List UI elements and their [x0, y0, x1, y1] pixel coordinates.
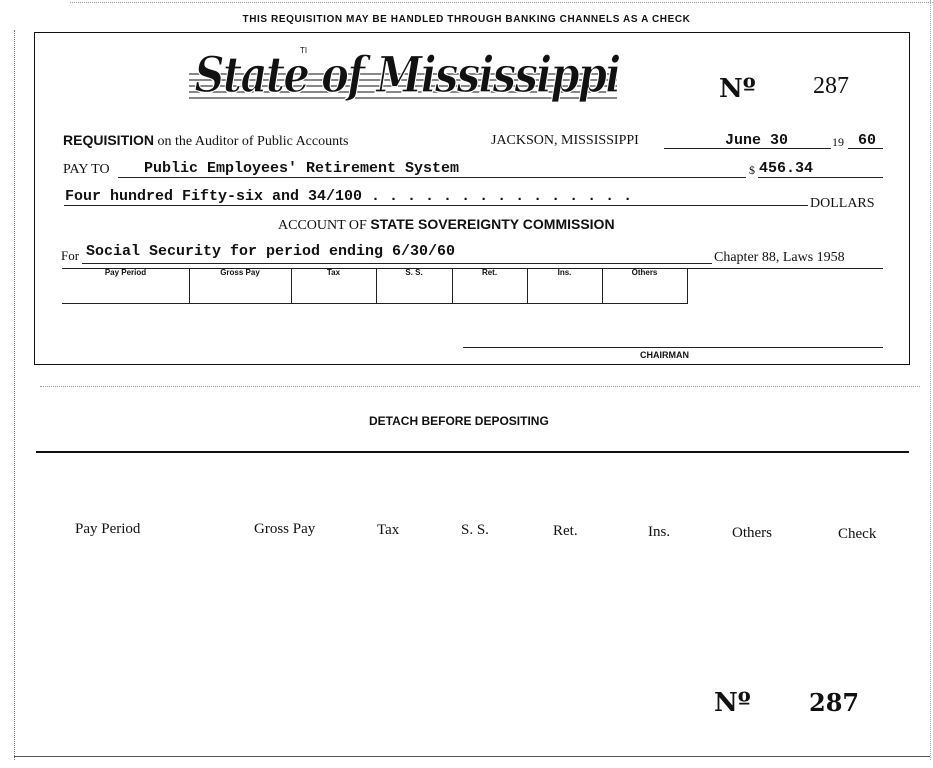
requisition-subtitle: on the Auditor of Public Accounts: [157, 134, 349, 149]
amount-in-words: Four hundred Fifty-six and 34/100 . . . . . . . . . . . . . . .: [65, 188, 633, 205]
banking-notice: THIS REQUISITION MAY BE HANDLED THROUGH BANKING CHANNELS AS A CHECK: [242, 14, 691, 25]
bottom-edge: [14, 756, 930, 757]
account-name: STATE SOVEREIGNTY COMMISSION: [370, 216, 615, 232]
for-label: For: [61, 248, 80, 263]
logo-text: State of Mississippi: [194, 45, 620, 104]
logo-mark: TI: [300, 46, 308, 55]
year-typed: 60: [858, 132, 877, 149]
grid-header-tax: Tax: [326, 268, 341, 277]
stub-header-others: Others: [732, 525, 772, 541]
grid-header-others: Others: [631, 268, 658, 277]
grid-divider: [687, 268, 688, 304]
number-label: Nº: [719, 74, 756, 104]
date-typed: June 30: [725, 132, 789, 149]
amount-line: [758, 177, 883, 178]
amount-words-line: [64, 205, 808, 206]
grid-header-pay-period: Pay Period: [104, 268, 147, 277]
distribution-grid: [62, 268, 688, 304]
stub-header-ret: Ret.: [553, 523, 578, 539]
stub-header-pay-period: Pay Period: [75, 521, 141, 537]
grid-header-ss: S. S.: [405, 268, 423, 277]
dollar-sign: $: [749, 163, 755, 177]
stub-header-ss: S. S.: [461, 522, 489, 538]
requisition-number: 287: [813, 73, 849, 99]
stub-header-ins: Ins.: [648, 524, 671, 540]
chapter-label: Chapter 88, Laws 1958: [714, 250, 845, 265]
purpose-line: [82, 263, 712, 264]
city-label: JACKSON, MISSISSIPPI: [491, 133, 639, 148]
stub-header-tax: Tax: [377, 522, 400, 538]
requisition-label: REQUISITION: [63, 132, 155, 148]
account-prefix: ACCOUNT OF: [278, 218, 367, 233]
account-line: [278, 216, 615, 234]
purpose-typed: Social Security for period ending 6/30/60: [86, 243, 456, 260]
detach-perforation: [40, 386, 920, 387]
logo-wordmark-svg: [185, 40, 630, 104]
grid-header-ins: Ins.: [557, 268, 572, 277]
chairman-signature-line: [463, 347, 883, 348]
grid-header-ret: Ret.: [481, 268, 498, 277]
payee-typed: Public Employees' Retirement System: [144, 160, 460, 177]
grid-bottom-line: [62, 303, 688, 304]
pay-to-label: PAY TO: [63, 162, 110, 177]
detach-label: DETACH BEFORE DEPOSITING: [369, 414, 549, 428]
stub-header-gross-pay: Gross Pay: [254, 521, 316, 537]
stub-header-check: Check: [838, 526, 877, 542]
state-of-mississippi-logo: [185, 40, 630, 104]
right-edge: [930, 0, 931, 760]
chairman-label: CHAIRMAN: [640, 350, 689, 360]
detach-rule: [36, 451, 909, 453]
requisition-line: [63, 132, 348, 150]
amount-typed: 456.34: [759, 160, 814, 177]
payee-line: [118, 177, 746, 178]
stub-number-label: Nº: [714, 688, 751, 718]
stub-number: 287: [809, 688, 860, 717]
year-prefix: 19: [832, 135, 844, 149]
left-edge: [14, 30, 15, 760]
dollars-label: DOLLARS: [810, 196, 875, 211]
grid-header-gross-pay: Gross Pay: [220, 268, 260, 277]
top-perforation: [70, 2, 933, 3]
